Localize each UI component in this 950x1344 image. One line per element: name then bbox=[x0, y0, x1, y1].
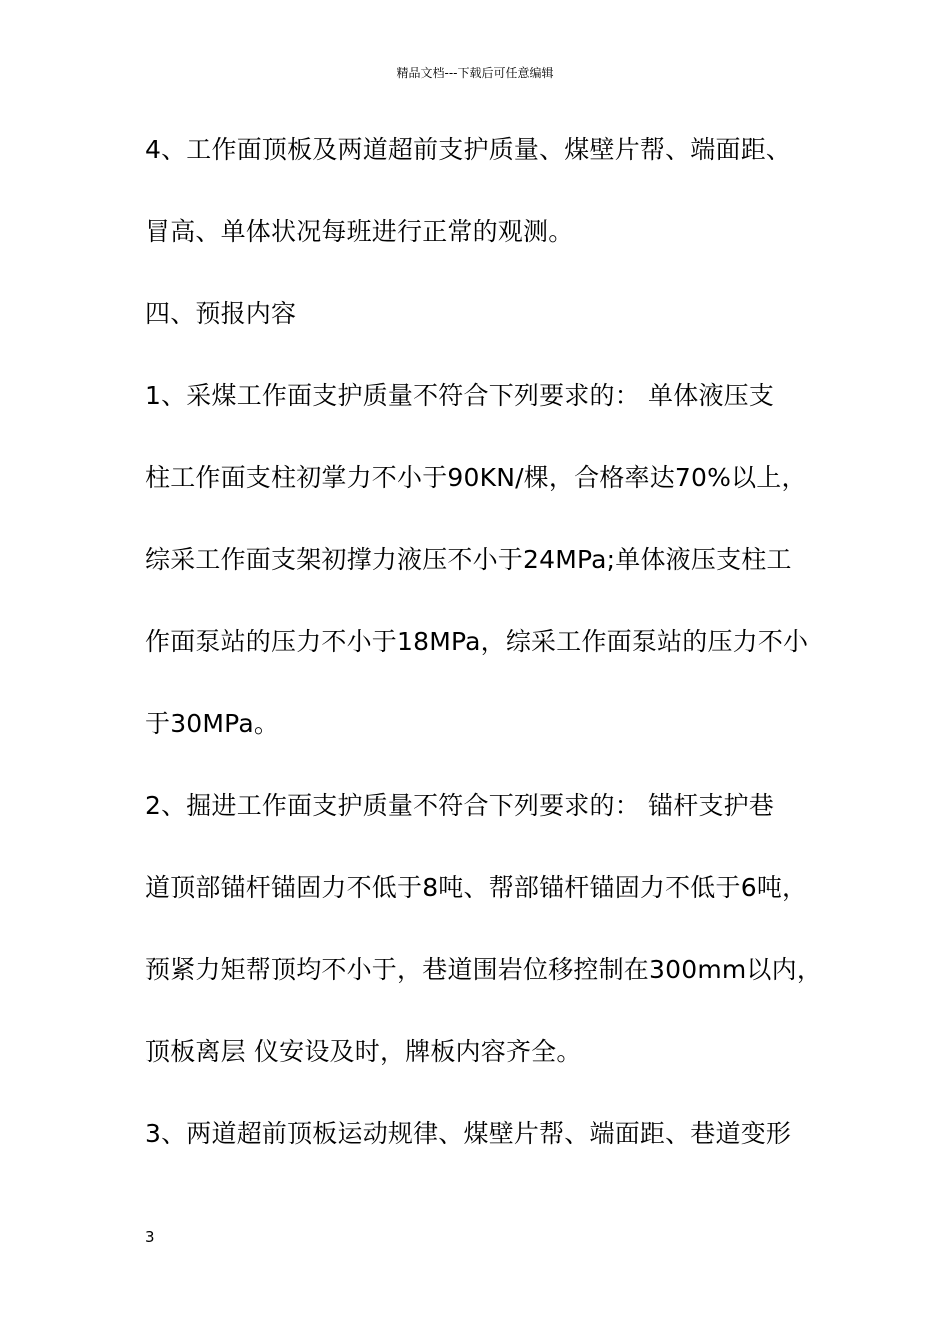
text-line-8: 于30MPa。 bbox=[145, 709, 280, 738]
document-body bbox=[145, 124, 825, 1190]
section-heading: 四、预报内容 bbox=[145, 299, 297, 328]
text-line-4: 1、采煤工作面支护质量不符合下列要求的： 单体液压支 bbox=[145, 381, 775, 410]
text-line-9: 2、掘进工作面支护质量不符合下列要求的： 锚杆支护巷 bbox=[145, 791, 775, 820]
text-line-6: 综采工作面支架初撑力液压不小于24MPa;单体液压支柱工 bbox=[145, 545, 792, 574]
text-line-2: 冒高、单体状况每班进行正常的观测。 bbox=[145, 217, 574, 246]
page-number: 3 bbox=[145, 1228, 155, 1246]
text-line-11: 预紧力矩帮顶均不小于，巷道围岩位移控制在300mm以内， bbox=[145, 955, 823, 984]
page-header: 精品文档---下载后可任意编辑 bbox=[396, 66, 554, 80]
text-line-13: 3、两道超前顶板运动规律、煤壁片帮、端面距、巷道变形 bbox=[145, 1119, 792, 1148]
text-line-12: 顶板离层 仪安设及时，牌板内容齐全。 bbox=[145, 1037, 582, 1066]
text-line-1: 4、工作面顶板及两道超前支护质量、煤壁片帮、端面距、 bbox=[145, 135, 792, 164]
text-line-10: 道顶部锚杆锚固力不低于8吨、帮部锚杆锚固力不低于6吨， bbox=[145, 873, 808, 902]
text-line-5: 柱工作面支柱初掌力不小于90KN/棵，合格率达70%以上， bbox=[145, 463, 807, 492]
text-line-7: 作面泵站的压力不小于18MPa，综采工作面泵站的压力不小 bbox=[145, 627, 809, 656]
